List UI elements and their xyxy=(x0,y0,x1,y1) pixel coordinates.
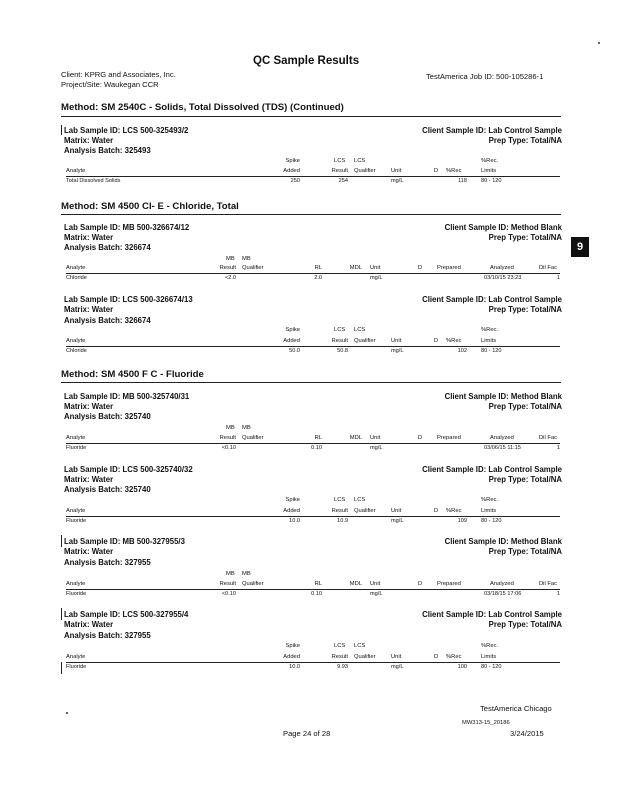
col-d: D xyxy=(418,265,423,271)
margin-mark xyxy=(61,608,62,620)
divider xyxy=(66,346,560,347)
client-sample-id: Client Sample ID: Lab Control Sample xyxy=(422,465,562,474)
col-analyzed: Analyzed xyxy=(490,581,514,587)
table-cell-unit: mg/L xyxy=(391,664,404,670)
divider xyxy=(66,176,560,177)
col-spike: Spike xyxy=(285,327,300,333)
col-result: Result xyxy=(331,654,348,660)
table-cell-dil: 1 xyxy=(556,445,560,451)
col-spike: Spike xyxy=(285,497,300,503)
method-heading: Method: SM 4500 F C - Fluoride xyxy=(61,369,204,380)
table-cell-analyte: Chloride xyxy=(66,348,87,354)
table-cell-spike: 10.0 xyxy=(289,664,300,670)
analysis-batch: Analysis Batch: 325740 xyxy=(64,412,151,421)
col-dil-fac: Dil Fac xyxy=(539,435,558,441)
divider xyxy=(66,589,560,590)
col-limits: Limits xyxy=(481,654,497,660)
table-cell-analyte: Chloride xyxy=(66,275,87,281)
col-limits: Limits xyxy=(481,338,497,344)
prep-type: Prep Type: Total/NA xyxy=(488,136,562,145)
col-result: Result xyxy=(219,265,236,271)
table-cell-result: 254 xyxy=(338,178,348,184)
col-lcs: LCS xyxy=(334,158,346,164)
col-qualifier: Qualifier xyxy=(242,435,264,441)
method-heading: Method: SM 2540C - Solids, Total Dissolved (TDS) (Continued) xyxy=(61,102,344,113)
table-cell-unit: mg/L xyxy=(391,178,404,184)
col-limits: Limits xyxy=(481,508,497,514)
col-lcs: LCS xyxy=(354,158,366,164)
col-qualifier: Qualifier xyxy=(354,508,376,514)
analysis-batch: Analysis Batch: 327955 xyxy=(64,558,151,567)
analysis-batch: Analysis Batch: 326674 xyxy=(64,316,151,325)
lab-sample-id: Lab Sample ID: MB 500-327955/3 xyxy=(64,537,185,546)
matrix-label: Matrix: Water xyxy=(64,620,114,629)
table-cell-dil: 1 xyxy=(556,275,560,281)
col-spike: Spike xyxy=(285,158,300,164)
prep-type: Prep Type: Total/NA xyxy=(488,402,562,411)
col-rec: %Rec xyxy=(446,654,462,660)
page-title: QC Sample Results xyxy=(253,55,360,67)
divider xyxy=(66,273,560,274)
prep-type: Prep Type: Total/NA xyxy=(488,475,562,484)
divider xyxy=(61,116,561,117)
table-cell-unit: mg/L xyxy=(391,518,404,524)
col-mdl: MDL xyxy=(349,581,362,587)
analysis-batch: Analysis Batch: 326674 xyxy=(64,243,151,252)
col-prepared: Prepared xyxy=(437,435,461,441)
matrix-label: Matrix: Water xyxy=(64,233,114,242)
client-name: Client: KPRG and Associates, Inc. xyxy=(61,70,176,79)
col-qualifier: Qualifier xyxy=(242,265,264,271)
table-cell-limits: 80 - 120 xyxy=(481,348,502,354)
table-cell-rl: 2.0 xyxy=(314,275,322,281)
table-cell-rec: 109 xyxy=(457,518,467,524)
col-prepared: Prepared xyxy=(437,581,461,587)
prep-type: Prep Type: Total/NA xyxy=(488,305,562,314)
col-result: Result xyxy=(331,168,348,174)
scan-speck xyxy=(598,42,600,44)
table-cell-limits: 80 - 120 xyxy=(481,518,502,524)
col-added: Added xyxy=(283,168,300,174)
col-lcs: LCS xyxy=(354,643,366,649)
divider xyxy=(66,443,560,444)
col-lcs: LCS xyxy=(354,327,366,333)
margin-mark xyxy=(61,535,62,547)
lab-sample-id: Lab Sample ID: LCS 500-325740/32 xyxy=(64,465,193,474)
col-mdl: MDL xyxy=(349,265,362,271)
col-mdl: MDL xyxy=(349,435,362,441)
col-rec: %Rec xyxy=(446,508,462,514)
col-added: Added xyxy=(283,508,300,514)
col-mb: MB xyxy=(242,256,251,262)
col-mb: MB xyxy=(226,571,235,577)
col-d: D xyxy=(418,581,423,587)
client-sample-id: Client Sample ID: Lab Control Sample xyxy=(422,126,562,135)
col-unit: Unit xyxy=(370,581,381,587)
col-dil-fac: Dil Fac xyxy=(539,581,558,587)
table-cell-unit: mg/L xyxy=(370,591,383,597)
table-cell-result: <2.0 xyxy=(224,275,236,281)
scan-speck xyxy=(66,712,68,714)
table-cell-analyzed: 03/10/15 23:23 xyxy=(484,275,522,281)
table-cell-result: <0.10 xyxy=(221,445,236,451)
divider xyxy=(66,662,560,663)
col-result: Result xyxy=(219,581,236,587)
job-id: TestAmerica Job ID: 500-105286-1 xyxy=(426,72,544,81)
margin-mark xyxy=(61,125,62,135)
table-cell-analyte: Fluoride xyxy=(66,445,87,451)
col-mb: MB xyxy=(242,571,251,577)
matrix-label: Matrix: Water xyxy=(64,402,114,411)
matrix-label: Matrix: Water xyxy=(64,547,114,556)
col-unit: Unit xyxy=(391,508,402,514)
prep-type: Prep Type: Total/NA xyxy=(488,233,562,242)
lab-sample-id: Lab Sample ID: LCS 500-326674/13 xyxy=(64,295,193,304)
footer-code: MW313-15_20186 xyxy=(462,720,510,726)
col-d: D xyxy=(434,508,439,514)
col-rec: %Rec xyxy=(446,338,462,344)
prep-type: Prep Type: Total/NA xyxy=(488,547,562,556)
col-result: Result xyxy=(219,435,236,441)
lab-sample-id: Lab Sample ID: LCS 500-325493/2 xyxy=(64,126,189,135)
col-mb: MB xyxy=(226,425,235,431)
col-d: D xyxy=(418,435,423,441)
col-analyte: Analyte xyxy=(66,168,86,174)
col-unit: Unit xyxy=(370,265,381,271)
table-cell-unit: mg/L xyxy=(370,275,383,281)
col-spike: Spike xyxy=(285,643,300,649)
table-cell-spike: 250 xyxy=(290,178,300,184)
client-sample-id: Client Sample ID: Method Blank xyxy=(444,537,562,546)
divider xyxy=(61,382,561,383)
col-analyzed: Analyzed xyxy=(490,435,514,441)
col-d: D xyxy=(434,654,439,660)
footer-date: 3/24/2015 xyxy=(510,729,544,738)
divider xyxy=(61,214,561,215)
col-unit: Unit xyxy=(391,168,402,174)
col-unit: Unit xyxy=(370,435,381,441)
col-analyte: Analyte xyxy=(66,581,86,587)
col-rl: RL xyxy=(314,265,322,271)
lab-sample-id: Lab Sample ID: LCS 500-327955/4 xyxy=(64,610,189,619)
col-rec: %Rec xyxy=(446,168,462,174)
table-cell-rl: 0.10 xyxy=(311,591,322,597)
analysis-batch: Analysis Batch: 325493 xyxy=(64,146,151,155)
col-rec: %Rec. xyxy=(481,497,499,503)
analysis-batch: Analysis Batch: 325740 xyxy=(64,485,151,494)
prep-type: Prep Type: Total/NA xyxy=(488,620,562,629)
table-cell-limits: 80 - 120 xyxy=(481,664,502,670)
table-cell-analyte: Fluoride xyxy=(66,664,87,670)
table-cell-result: 10.9 xyxy=(337,518,348,524)
col-lcs: LCS xyxy=(334,497,346,503)
col-analyzed: Analyzed xyxy=(490,265,514,271)
client-sample-id: Client Sample ID: Method Blank xyxy=(444,223,562,232)
col-dil-fac: Dil Fac xyxy=(539,265,558,271)
client-sample-id: Client Sample ID: Lab Control Sample xyxy=(422,295,562,304)
table-cell-unit: mg/L xyxy=(370,445,383,451)
col-mb: MB xyxy=(226,256,235,262)
col-added: Added xyxy=(283,338,300,344)
table-cell-analyzed: 03/18/15 17:06 xyxy=(484,591,522,597)
client-sample-id: Client Sample ID: Method Blank xyxy=(444,392,562,401)
col-rl: RL xyxy=(314,581,322,587)
col-result: Result xyxy=(331,508,348,514)
page-number: Page 24 of 28 xyxy=(283,729,331,738)
table-cell-unit: mg/L xyxy=(391,348,404,354)
matrix-label: Matrix: Water xyxy=(64,305,114,314)
project-site: Project/Site: Waukegan CCR xyxy=(61,80,159,89)
col-qualifier: Qualifier xyxy=(354,338,376,344)
col-unit: Unit xyxy=(391,654,402,660)
col-lcs: LCS xyxy=(334,643,346,649)
table-cell-analyte: Fluoride xyxy=(66,518,87,524)
method-heading: Method: SM 4500 Cl- E - Chloride, Total xyxy=(61,201,239,212)
col-qualifier: Qualifier xyxy=(354,168,376,174)
table-cell-limits: 80 - 120 xyxy=(481,178,502,184)
table-cell-result: 50.8 xyxy=(337,348,348,354)
table-cell-analyzed: 03/06/15 11:15 xyxy=(484,445,521,451)
col-analyte: Analyte xyxy=(66,508,86,514)
col-d: D xyxy=(434,168,439,174)
lab-sample-id: Lab Sample ID: MB 500-325740/31 xyxy=(64,392,190,401)
table-cell-spike: 50.0 xyxy=(289,348,300,354)
table-cell-spike: 10.0 xyxy=(289,518,300,524)
col-rec: %Rec. xyxy=(481,327,499,333)
matrix-label: Matrix: Water xyxy=(64,475,114,484)
table-cell-dil: 1 xyxy=(556,591,560,597)
table-cell-rec: 102 xyxy=(457,348,467,354)
divider xyxy=(66,516,560,517)
col-analyte: Analyte xyxy=(66,435,86,441)
col-result: Result xyxy=(331,338,348,344)
table-cell-rl: 0.10 xyxy=(311,445,322,451)
analysis-batch: Analysis Batch: 327955 xyxy=(64,631,151,640)
col-analyte: Analyte xyxy=(66,265,86,271)
col-prepared: Prepared xyxy=(437,265,461,271)
col-lcs: LCS xyxy=(334,327,346,333)
col-rec: %Rec. xyxy=(481,643,499,649)
col-analyte: Analyte xyxy=(66,654,86,660)
col-rec: %Rec. xyxy=(481,158,499,164)
table-cell-analyte: Total Dissolved Solids xyxy=(66,178,121,184)
matrix-label: Matrix: Water xyxy=(64,136,114,145)
col-qualifier: Qualifier xyxy=(354,654,376,660)
col-limits: Limits xyxy=(481,168,497,174)
footer-company: TestAmerica Chicago xyxy=(480,704,552,713)
col-qualifier: Qualifier xyxy=(242,581,264,587)
client-sample-id: Client Sample ID: Lab Control Sample xyxy=(422,610,562,619)
table-cell-analyte: Fluoride xyxy=(66,591,87,597)
table-cell-result: 9.93 xyxy=(337,664,348,670)
col-d: D xyxy=(434,338,439,344)
table-cell-rec: 118 xyxy=(458,178,467,184)
table-cell-rec: 100 xyxy=(457,664,467,670)
margin-mark xyxy=(61,662,62,674)
col-unit: Unit xyxy=(391,338,402,344)
col-added: Added xyxy=(283,654,300,660)
col-analyte: Analyte xyxy=(66,338,86,344)
section-tab: 9 xyxy=(571,237,589,257)
col-rl: RL xyxy=(314,435,322,441)
col-mb: MB xyxy=(242,425,251,431)
table-cell-result: <0.10 xyxy=(221,591,236,597)
col-lcs: LCS xyxy=(354,497,366,503)
lab-sample-id: Lab Sample ID: MB 500-326674/12 xyxy=(64,223,190,232)
